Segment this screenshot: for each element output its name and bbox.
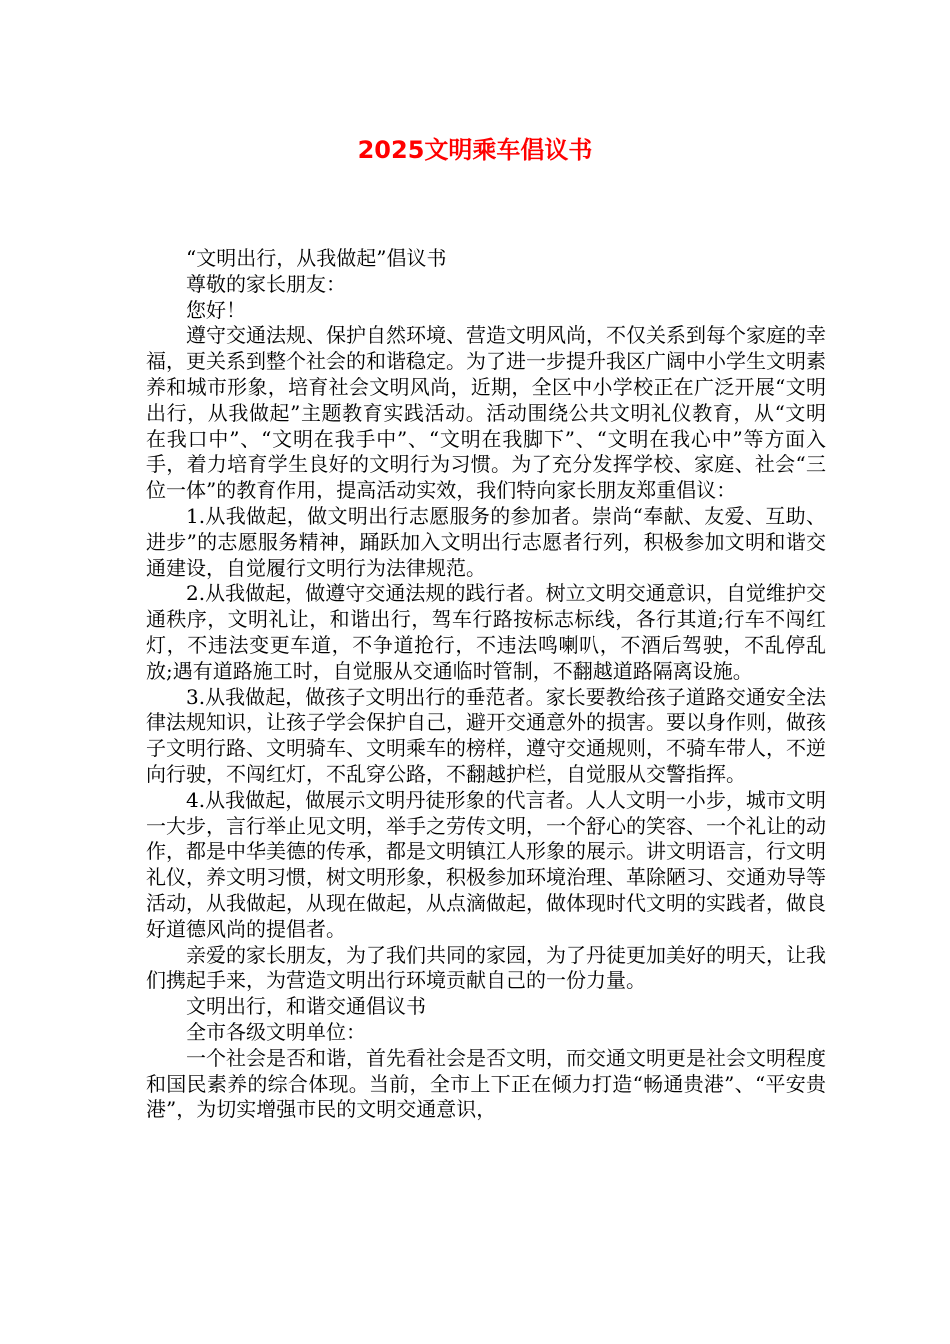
document-body bbox=[146, 246, 826, 1123]
paragraph-item-1: 1.从我做起，做文明出行志愿服务的参加者。崇尚“奉献、友爱、互助、进步”的志愿服务精神，踊跃加入文明出行志愿者行列，积极参加文明和谐交通建设，自觉履行文明行为法律规范。 bbox=[146, 503, 826, 580]
paragraph-closing: 亲爱的家长朋友，为了我们共同的家园，为了丹徒更加美好的明天，让我们携起手来，为营造文明出行环境贡献自己的一份力量。 bbox=[146, 942, 826, 993]
paragraph-salutation-1: 尊敬的家长朋友： bbox=[186, 271, 346, 296]
paragraph-heading-1: “文明出行，从我做起”倡议书 bbox=[186, 246, 447, 270]
paragraph-item-4: 4.从我做起，做展示文明丹徒形象的代言者。人人文明一小步，城市文明一大步，言行举止见文明，举手之劳传文明，一个舒心的笑容、一个礼让的动作，都是中华美德的传承，都是文明镇江人形象的展示。讲文明语言，行文明礼仪，养文明习惯，树文明形象，积极参加环境治理、革除陋习、交通劝导等活动，从我做起，从现在做起，从点滴做起，做体现时代文明的实践者，做良好道德风尚的提倡者。 bbox=[146, 787, 826, 941]
paragraph-heading-2: 文明出行，和谐交通倡议书 bbox=[186, 994, 426, 1019]
document-title: 2025文明乘车倡议书 bbox=[357, 136, 593, 164]
paragraph-salutation-2: 全市各级文明单位： bbox=[186, 1019, 366, 1044]
paragraph-item-3: 3.从我做起，做孩子文明出行的垂范者。家长要教给孩子道路交通安全法律法规知识，让孩子学会保护自己，避开交通意外的损害。要以身作则，做孩子文明行路、文明骑车、文明乘车的榜样，遵守交通规则，不骑车带人，不逆向行驶，不闯红灯，不乱穿公路，不翻越护栏，自觉服从交警指挥。 bbox=[146, 684, 826, 786]
paragraph-intro: 遵守交通法规、保护自然环境、营造文明风尚，不仅关系到每个家庭的幸福，更关系到整个社会的和谐稳定。为了进一步提升我区广阔中小学生文明素养和城市形象，培育社会文明风尚，近期，全区中小学校正在广泛开展“文明出行，从我做起”主题教育实践活动。活动围绕公共文明礼仪教育，从“文明在我口中”、“文明在我手中”、“文明在我脚下”、“文明在我心中”等方面入手，着力培育学生良好的文明行为习惯。为了充分发挥学校、家庭、社会“三位一体”的教育作用，提高活动实效，我们特向家长朋友郑重倡议： bbox=[146, 323, 826, 503]
paragraph-second-intro: 一个社会是否和谐，首先看社会是否文明，而交通文明更是社会文明程度和国民素养的综合体现。当前，全市上下正在倾力打造“畅通贵港”、“平安贵港”，为切实增强市民的文明交通意识， bbox=[146, 1045, 826, 1122]
paragraph-item-2: 2.从我做起，做遵守交通法规的践行者。树立文明交通意识，自觉维护交通秩序，文明礼让，和谐出行，驾车行路按标志标线，各行其道;行车不闯红灯，不违法变更车道，不争道抢行，不违法鸣喇叭，不酒后驾驶，不乱停乱放;遇有道路施工时，自觉服从交通临时管制，不翻越道路隔离设施。 bbox=[146, 581, 826, 683]
paragraph-greeting: 您好！ bbox=[186, 297, 246, 322]
